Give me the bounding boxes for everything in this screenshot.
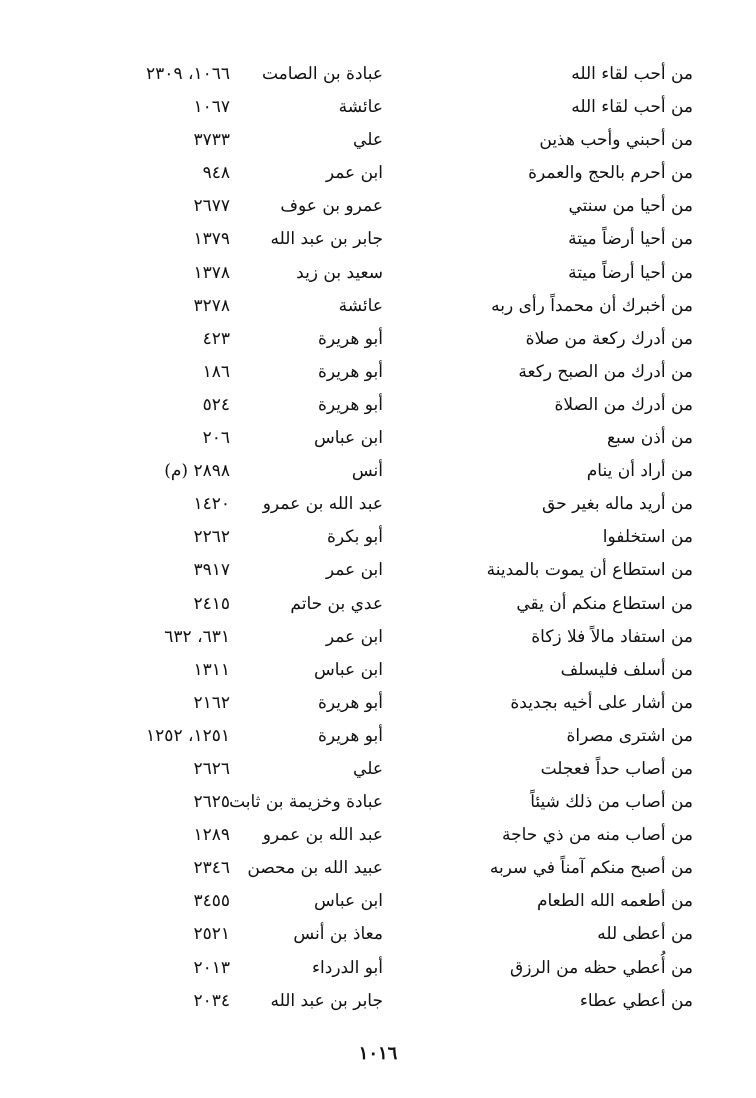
narrator-name: عبيد الله بن محصن [247,858,383,879]
narrator-name: جابر بن عبد الله [270,229,383,250]
narrator-name: أبو هريرة [317,328,383,349]
narrator-name: علي [353,758,383,779]
hadith-phrase: من أحيا أرضاً ميتة [568,229,693,250]
hadith-phrase: من أخبرك أن محمداً رأى ربه [491,295,693,316]
hadith-number: ٢١٦٢ [193,692,230,713]
index-row [0,720,756,753]
index-row [0,654,756,687]
narrator-name: ابن عباس [313,659,383,680]
hadith-phrase: من أصبح منكم آمناً في سربه [489,858,693,879]
hadith-phrase: من أسلف فليسلف [560,659,693,680]
hadith-number: ١٠٦٦، ٢٣٠٩ [146,64,230,84]
index-row [0,621,756,654]
narrator-name: عبد الله بن عمرو [262,494,383,515]
hadith-number: ٢٦٢٦ [193,758,230,779]
hadith-number: ١٠٦٧ [193,97,230,118]
page-number: ١٠١٦ [358,1043,398,1064]
hadith-phrase: من أصاب منه من ذي حاجة [502,825,693,846]
hadith-phrase: من استفاد مالاً فلا زكاة [531,626,693,647]
index-row [0,852,756,885]
index-row [0,455,756,488]
index-row [0,985,756,1018]
index-row [0,819,756,852]
hadith-number: ١٢٥١، ١٢٥٢ [146,725,230,746]
hadith-phrase: من أدرك ركعة من صلاة [525,328,693,349]
index-row [0,521,756,554]
hadith-number: ٢٠٦ [202,428,230,449]
hadith-phrase: من أحرم بالحج والعمرة [528,163,693,184]
narrator-name: ابن عباس [313,428,383,449]
index-row [0,422,756,455]
index-row [0,952,756,985]
narrator-name: عمرو بن عوف [280,196,383,217]
hadith-number: ٢٤١٥ [193,593,230,614]
index-row [0,91,756,124]
index-row [0,190,756,223]
hadith-number: ٢٣٤٦ [193,858,230,879]
hadith-number: ١٨٦ [202,361,230,382]
hadith-phrase: من أحب لقاء الله [571,64,693,84]
narrator-name: جابر بن عبد الله [270,990,383,1011]
hadith-phrase: من أصاب من ذلك شيئاً [530,792,693,813]
index-row [0,124,756,157]
hadith-number: ١٢٨٩ [193,825,230,846]
hadith-phrase: من أدرك من الصلاة [554,394,693,415]
hadith-number: ١٣٧٨ [193,262,230,283]
hadith-phrase: من أدرك من الصبح ركعة [518,361,693,382]
index-row [0,554,756,587]
hadith-phrase: من أحب لقاء الله [571,97,693,118]
hadith-phrase: من أريد ماله بغير حق [542,494,693,515]
hadith-number: ٣٤٥٥ [193,891,230,912]
hadith-phrase: من أُعطي حظه من الرزق [510,957,693,978]
hadith-number: ٢٦٧٧ [193,196,230,217]
hadith-phrase: من أشار على أخيه بجديدة [510,692,693,713]
narrator-name: عبادة وخزيمة بن ثابت [229,792,383,813]
narrator-name: عدي بن حاتم [290,593,383,614]
narrator-name: أبو هريرة [317,692,383,713]
hadith-number: ٢٠٣٤ [193,990,230,1011]
hadith-number: ١٤٢٠ [193,494,230,515]
index-row [0,157,756,190]
narrator-name: عبادة بن الصامت [261,64,383,84]
index-row [0,257,756,290]
hadith-phrase: من اشترى مصراة [566,725,693,746]
hadith-number: ٩٤٨ [202,163,230,184]
index-row [0,356,756,389]
narrator-name: عائشة [338,97,383,118]
hadith-phrase: من استخلفوا [602,527,693,548]
hadith-number: ٢٠١٣ [193,957,230,978]
narrator-name: ابن عمر [325,560,383,581]
narrator-name: ابن عباس [313,891,383,912]
narrator-name: أبو هريرة [317,361,383,382]
hadith-phrase: من أحبني وأحب هذين [539,130,693,151]
narrator-name: أبو بكرة [326,527,383,548]
index-row [0,389,756,422]
narrator-name: أبو هريرة [317,725,383,746]
hadith-phrase: من أراد أن ينام [586,461,693,482]
hadith-number: ٣٢٧٨ [193,295,230,316]
narrator-name: ابن عمر [325,163,383,184]
hadith-phrase: من أذن سبع [606,428,693,449]
narrator-name: علي [353,130,383,151]
index-row [0,323,756,356]
hadith-number: ١٣١١ [193,659,230,680]
narrator-name: سعيد بن زيد [296,262,383,283]
index-row [0,223,756,256]
narrator-name: معاذ بن أنس [293,924,383,945]
narrator-name: أبو هريرة [317,394,383,415]
hadith-number: ١٣٧٩ [193,229,230,250]
hadith-phrase: من استطاع أن يموت بالمدينة [486,560,693,581]
hadith-phrase: من أحيا أرضاً ميتة [568,262,693,283]
hadith-number: ٥٢٤ [202,394,230,415]
index-row [0,918,756,951]
hadith-index-table [0,58,756,1018]
hadith-number: ٢٢٦٢ [193,527,230,548]
hadith-phrase: من أطعمه الله الطعام [536,891,693,912]
hadith-number: ٢٥٢١ [193,924,230,945]
narrator-name: أنس [351,461,383,482]
hadith-number: ٦٣١، ٦٣٢ [164,626,230,647]
narrator-name: عبد الله بن عمرو [262,825,383,846]
hadith-phrase: من أحيا من سنتي [568,196,693,217]
index-row [0,786,756,819]
hadith-phrase: من استطاع منكم أن يقي [516,593,693,614]
narrator-name: ابن عمر [325,626,383,647]
hadith-number: ٢٨٩٨ (م) [164,461,230,482]
hadith-phrase: من أصاب حداً فعجلت [540,758,693,779]
index-row [0,687,756,720]
index-row [0,290,756,323]
index-row [0,885,756,918]
index-row [0,588,756,621]
hadith-phrase: من أعطي عطاء [579,990,693,1011]
hadith-number: ٤٢٣ [202,328,230,349]
hadith-number: ٣٩١٧ [193,560,230,581]
index-row [0,58,756,91]
narrator-name: عائشة [338,295,383,316]
index-row [0,753,756,786]
index-row [0,488,756,521]
hadith-number: ٣٧٣٣ [193,130,230,151]
hadith-phrase: من أعطى لله [597,924,693,945]
hadith-number: ٢٦٢٥ [193,792,230,813]
narrator-name: أبو الدرداء [312,957,383,978]
